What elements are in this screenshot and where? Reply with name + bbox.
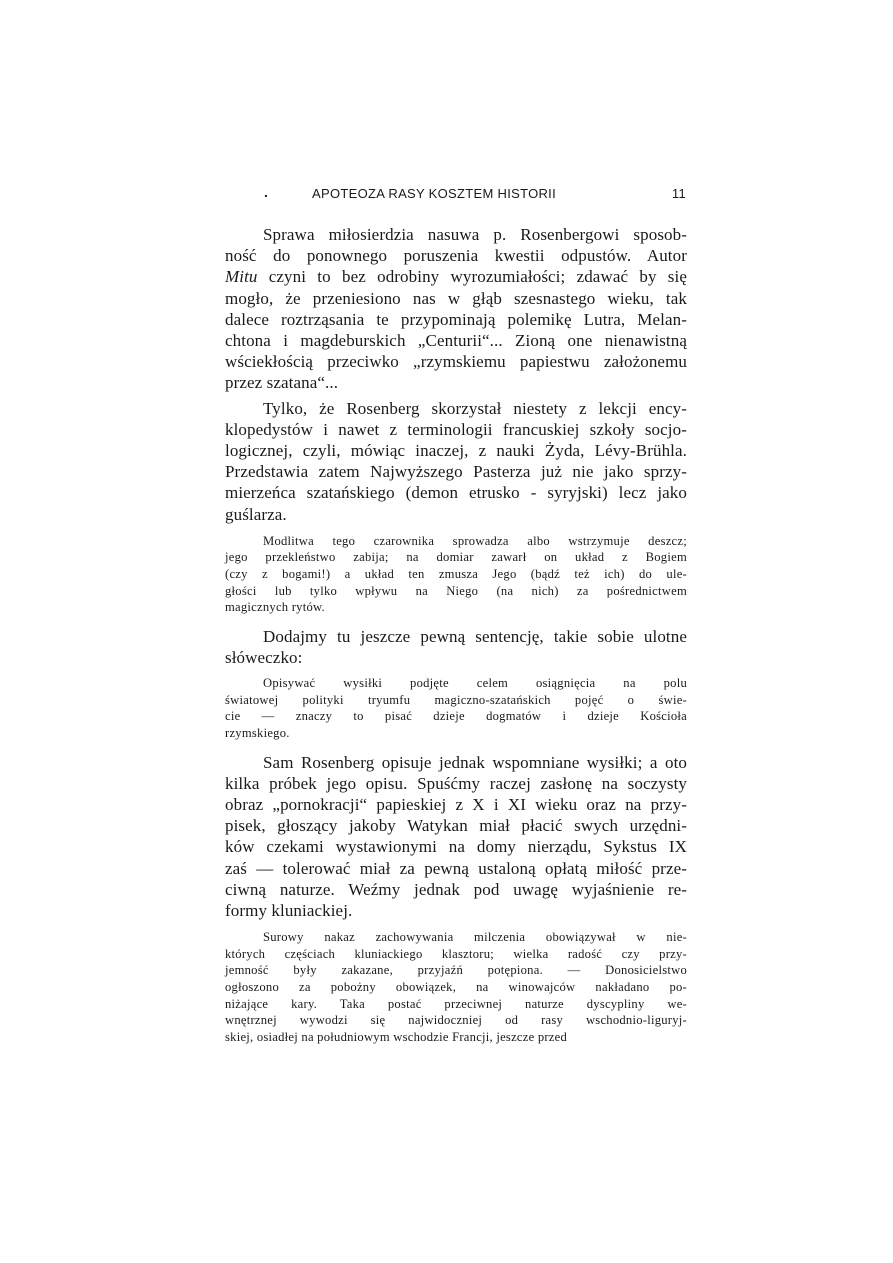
text-line: formy kluniackiej.	[225, 901, 353, 921]
text-line: głości lub tylko wpływu na Niego (na nich) za pośrednictwem	[225, 583, 687, 598]
text-line: klopedystów i nawet z terminologii francuskiej szkoły socjo-	[225, 419, 687, 439]
block-quote	[225, 675, 687, 741]
paragraph	[225, 224, 687, 394]
text-line: ciwną naturze. Weźmy jednak pod uwagę wyjaśnienie re-	[225, 879, 687, 899]
text-line: zaś — tolerować miał za pewną ustaloną opłatą miłość prze-	[225, 858, 687, 878]
text-line: Sprawa miłosierdzia nasuwa p. Rosenbergowi sposob-	[263, 225, 687, 244]
text-line: Sam Rosenberg opisuje jednak wspomniane wysiłki; a oto	[263, 752, 687, 772]
text-line: mierzeńca szatańskiego (demon etrusko - syryjski) lecz jako	[225, 483, 687, 503]
text-line: przez szatana“...	[225, 373, 339, 393]
paragraph	[225, 626, 687, 668]
text-line: jego przekleństwo zabija; na domiar zawarł on układ z Bogiem	[225, 550, 687, 565]
block-quote	[225, 929, 687, 1045]
text-line: Surowy nakaz zachowywania milczenia obowiązywał w nie-	[263, 930, 687, 945]
text-line: ków czekami wystawionymi na domy nierządu, Sykstus IX	[225, 837, 687, 857]
text-line: chtona i magdeburskich „Centurii“... Zioną one nienawistną	[225, 331, 687, 351]
text-line: ogłoszono za pobożny obowiązek, na winowajców nakładano po-	[225, 980, 687, 994]
text-line: Przedstawia zatem Najwyższego Pasterza już nie jako sprzy-	[225, 462, 687, 482]
text-line: jemność były zakazane, przyjaźń potępiona. — Donosicielstwo	[225, 963, 687, 978]
block-quote	[225, 533, 687, 616]
text-line: wściekłością przeciwko „rzymskiemu papiestwu założonemu	[225, 352, 687, 372]
page-number: 11	[671, 186, 686, 201]
text-line: których częściach kluniackiego klasztoru; wielka radość czy przy-	[225, 946, 687, 961]
text-line: mogło, że przeniesiono nas w głąb szesnastego wieku, tak	[225, 288, 687, 308]
running-head-title: APOTEOZA RASY KOSZTEM HISTORII	[312, 186, 557, 201]
text-line: słóweczko:	[225, 648, 303, 668]
paragraph	[225, 752, 687, 922]
text-line: skiej, osiadłej na południowym wschodzie Francji, jeszcze przed	[225, 1029, 568, 1044]
text-line: Opisywać wysiłki podjęte celem osiągnięcia na polu	[263, 676, 687, 691]
text-line: wnętrznej wywodzi się najwidoczniej od rasy wschodnio-liguryj-	[225, 1013, 687, 1028]
text-line: (czy z bogami!) a układ ten zmusza Jego (bądź też ich) do ule-	[225, 567, 687, 582]
text-line: Dodajmy tu jeszcze pewną sentencję, takie sobie ulotne	[263, 626, 687, 646]
text-line: cie — znaczy to pisać dzieje dogmatów i dzieje Kościoła	[225, 709, 687, 724]
paragraph	[225, 398, 687, 525]
text-line: pisek, głoszący jakoby Watykan miał płacić swych urzędni-	[225, 816, 687, 836]
text-line: rzymskiego.	[225, 726, 290, 740]
text-line: dalece roztrząsania te przypominają polemikę Lutra, Melan-	[225, 309, 687, 329]
text-line: logicznej, czyli, mówiąc inaczej, z nauki Żyda, Lévy-Brühla.	[225, 441, 687, 461]
text-line: niżające kary. Taka postać przeciwnej naturze dyscypliny we-	[225, 996, 687, 1011]
text-line: kilka próbek jego opisu. Spuśćmy raczej zasłonę na soczysty	[225, 773, 687, 793]
text-line: Tylko, że Rosenberg skorzystał niestety z lekcji ency-	[263, 398, 687, 418]
running-head	[264, 186, 694, 206]
text-line: magicznych rytów.	[225, 600, 325, 615]
text-line: guślarza.	[225, 504, 287, 524]
text-line: Modlitwa tego czarownika sprowadza albo wstrzymuje deszcz;	[263, 533, 687, 548]
header-dot: .	[264, 184, 269, 200]
text-line: ność do ponownego poruszenia kwestii odpustów. Autor	[225, 246, 687, 266]
text-line: obraz „pornokracji“ papieskiej z X i XI wieku oraz na przy-	[225, 795, 687, 814]
body-text	[225, 224, 687, 1045]
text-line: światowej polityki tryumfu magiczno-szatańskich pojęć o świe-	[225, 692, 687, 707]
text-line: Mitu czyni to bez odrobiny wyrozumiałości; zdawać by się	[225, 267, 687, 287]
